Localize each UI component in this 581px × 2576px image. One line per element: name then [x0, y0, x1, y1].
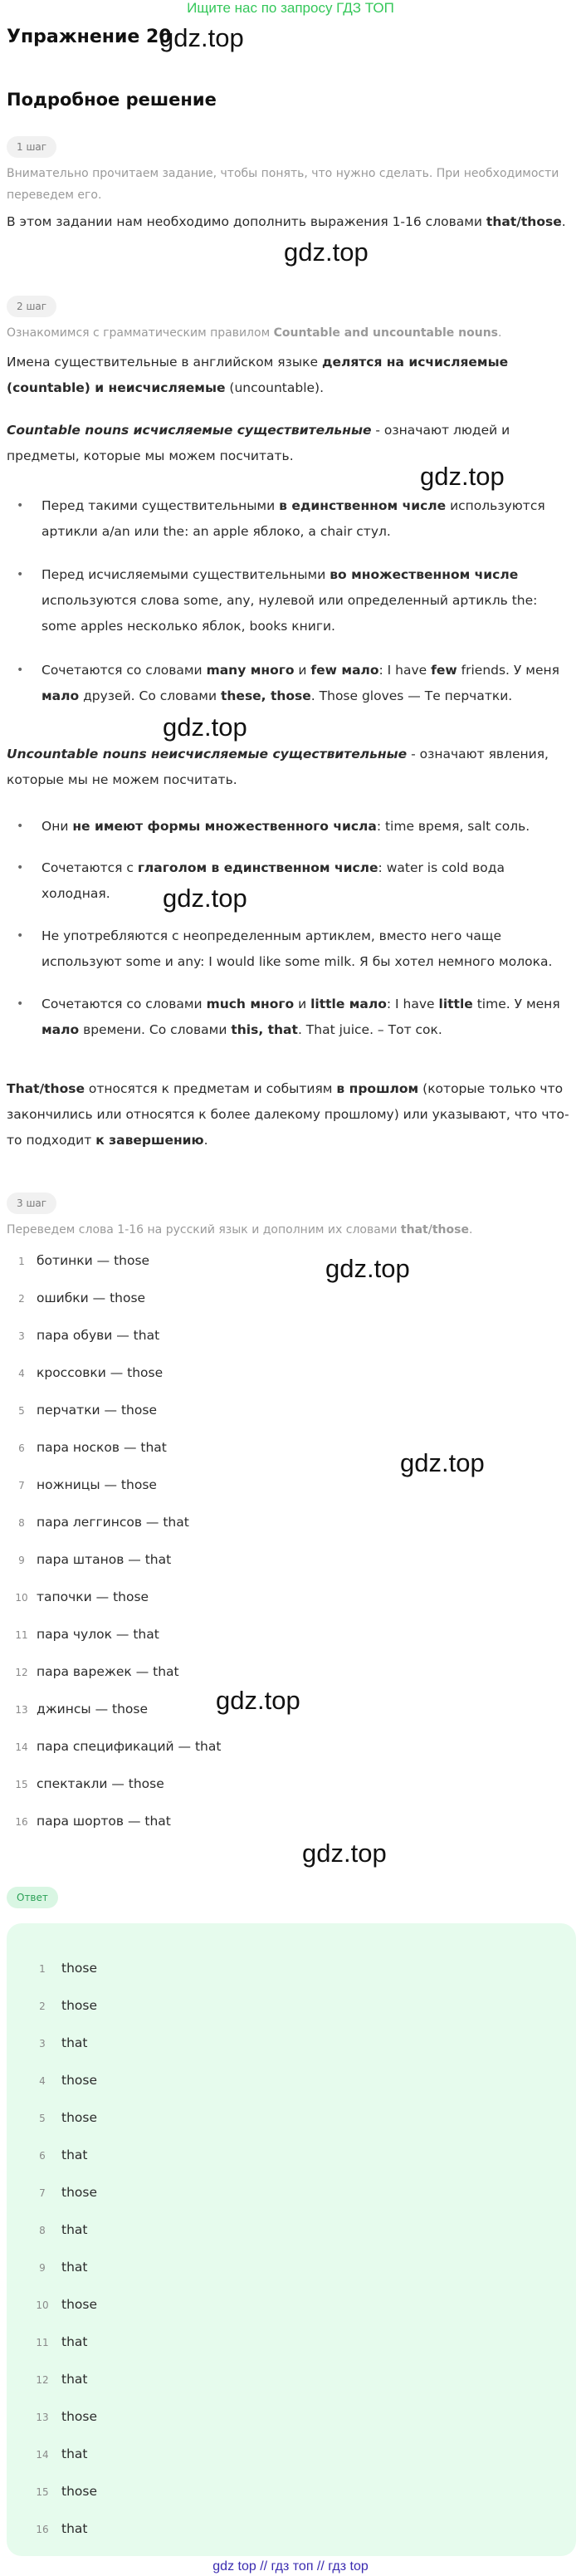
answer-item: 4 those	[39, 2073, 97, 2088]
list-item: 4 кроссовки — those	[18, 1365, 164, 1380]
list-item: 1 ботинки — those	[18, 1253, 150, 1268]
answer-item: 9 that	[39, 2260, 88, 2275]
list-item: • Перед такими существительными в единственном числе используются артикли a/an или the: an apple яблоко, a chair стул.	[17, 498, 545, 539]
watermark: gdz.top	[284, 238, 369, 267]
list-item: • Сочетаются со словами much много и little мало: I have little time. У меня мало времени. Со словами this, that. That juice. – Тот сок.	[17, 997, 560, 1037]
list-item: 9 пара штанов — that	[18, 1552, 172, 1567]
list-item: 8 пара леггинсов — that	[18, 1515, 189, 1530]
watermark: gdz.top	[163, 713, 247, 742]
step-note: Внимательно прочитаем задание, чтобы понять, что нужно сделать. При необходимости переведем его.	[7, 167, 559, 202]
list-item: 11 пара чулок — that	[15, 1627, 159, 1642]
watermark: gdz.top	[325, 1254, 410, 1283]
answer-item: 15 those	[36, 2484, 97, 2499]
watermark: gdz.top	[163, 884, 247, 913]
list-item: 7 ножницы — those	[18, 1477, 157, 1492]
watermark: gdz.top	[216, 1686, 300, 1715]
watermark: gdz.top	[159, 23, 244, 52]
answer-item: 3 that	[39, 2035, 88, 2050]
answer-item: 10 those	[36, 2297, 97, 2312]
list-item: 15 спектакли — those	[15, 1776, 164, 1791]
step-badge: 3 шаг	[7, 1193, 56, 1214]
answer-item: 5 those	[39, 2110, 97, 2125]
watermark: gdz.top	[302, 1839, 387, 1868]
answer-item: 6 that	[39, 2147, 88, 2162]
step-text: В этом задании нам необходимо дополнить выражения 1-16 словами that/those.	[7, 214, 566, 229]
list-item: 2 ошибки — those	[18, 1290, 146, 1305]
answer-item: 2 those	[39, 1998, 97, 2013]
list-item: • Они не имеют формы множественного числа: time время, salt соль.	[17, 819, 530, 834]
step-note: Переведем слова 1-16 на русский язык и дополним их словами that/those.	[7, 1223, 473, 1237]
answer-item: 13 those	[36, 2409, 97, 2424]
watermark: gdz.top	[400, 1448, 485, 1477]
step-badge: 2 шаг	[7, 296, 56, 317]
step-badge: 1 шаг	[7, 136, 56, 158]
answer-item: 7 those	[39, 2185, 97, 2200]
answer-item: 12 that	[36, 2372, 88, 2387]
list-item: 14 пара спецификаций — that	[15, 1739, 222, 1754]
list-item: • Сочетаются с глаголом в единственном числе: water is cold вода холодная.	[17, 860, 505, 901]
nouns-intro: Имена существительные в английском языке делятся на исчисляемые (countable) и неисчисляемые (uncountable).	[7, 355, 509, 395]
step-note: Ознакомимся с грамматическим правилом Countable and uncountable nouns.	[7, 326, 502, 340]
answer-badge: Ответ	[7, 1887, 58, 1908]
solution-heading: Подробное решение	[7, 90, 217, 110]
list-item: 13 джинсы — those	[15, 1702, 148, 1717]
answer-item: 16 that	[36, 2521, 88, 2536]
list-item: 6 пара носков — that	[18, 1440, 167, 1455]
list-item: • Не употребляются с неопределенным артиклем, вместо него чаще используют some и any: I would like some milk. Я бы хотел немного молока.	[17, 928, 553, 969]
answer-item: 11 that	[36, 2334, 88, 2349]
list-item: 5 перчатки — those	[18, 1403, 157, 1418]
answer-item: 8 that	[39, 2222, 88, 2237]
list-item: • Перед исчисляемыми существительными во множественном числе используются слова some, any, нулевой или определенный артикль the: some apples несколько яблок, books книги.	[17, 567, 538, 634]
countable-definition: Countable nouns исчисляемые существительные - означают людей и предметы, которые мы можем посчитать.	[7, 423, 510, 463]
list-item: 16 пара шортов — that	[15, 1814, 171, 1829]
answer-item: 14 that	[36, 2446, 88, 2461]
footer-links[interactable]: gdz top // гдз топ // гдз top	[212, 2559, 369, 2574]
list-item: 3 пара обуви — that	[18, 1328, 160, 1343]
list-item: 10 тапочки — those	[15, 1589, 149, 1604]
that-those-rule: That/those относятся к предметам и событиям в прошлом (которые только что закончились или относятся к более далекому прошлому) или указывают, что что-то подходит к завершению.	[7, 1081, 569, 1148]
watermark: gdz.top	[420, 462, 505, 491]
answer-box	[7, 1923, 576, 2556]
search-hint-link[interactable]: Ищите нас по запросу ГДЗ ТОП	[187, 0, 394, 16]
exercise-title: Упражнение 20	[7, 27, 172, 47]
answer-item: 1 those	[39, 1961, 97, 1976]
list-item: 12 пара варежек — that	[15, 1664, 179, 1679]
uncountable-definition: Uncountable nouns неисчисляемые существительные - означают явления, которые мы не можем посчитать.	[7, 747, 549, 787]
list-item: • Сочетаются со словами many много и few мало: I have few friends. У меня мало друзей. Со словами these, those. Those gloves — Те перчатки.	[17, 663, 559, 703]
